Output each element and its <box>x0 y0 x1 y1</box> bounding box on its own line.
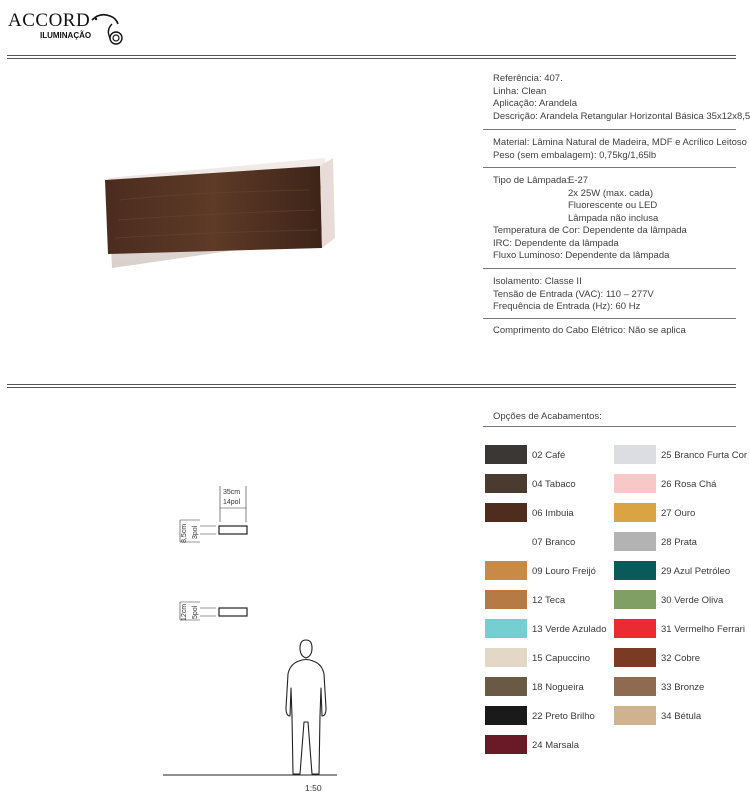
brand-logo <box>8 10 128 46</box>
finish-swatch <box>614 561 656 580</box>
spec-line: Comprimento do Cabo Elétrico: Não se aplica <box>493 325 686 336</box>
finish-swatch <box>485 474 527 493</box>
finish-swatch <box>614 503 656 522</box>
spec-divider <box>483 268 736 269</box>
finish-swatch <box>485 706 527 725</box>
width-in-label: 14pol <box>223 499 241 506</box>
finish-label: 06 Imbuia <box>532 508 574 519</box>
finish-label: 25 Branco Furta Cor <box>661 450 748 461</box>
brand-name: ACCORD <box>8 10 91 31</box>
spec-line: Material: Lâmina Natural de Madeira, MDF e Acrílico Leitoso <box>493 137 747 148</box>
spec-line: Tensão de Entrada (VAC): 110 – 277V <box>493 288 654 300</box>
spec-group-electrical <box>493 276 654 314</box>
finish-swatch <box>485 532 527 551</box>
finish-label: 04 Tabaco <box>532 479 576 490</box>
finish-swatch <box>614 677 656 696</box>
finish-swatch <box>614 532 656 551</box>
finish-label: 09 Louro Freijó <box>532 566 596 577</box>
finish-swatch <box>485 677 527 696</box>
finish-label: 31 Vermelho Ferrari <box>661 624 745 635</box>
finish-label: 32 Cobre <box>661 653 701 664</box>
finish-swatch <box>485 619 527 638</box>
finish-label: 02 Café <box>532 450 566 461</box>
finish-swatch <box>614 706 656 725</box>
section-divider-bottom <box>7 387 736 388</box>
finish-swatch <box>485 503 527 522</box>
finish-swatch <box>614 445 656 464</box>
spec-line: Peso (sem embalagem): 0,75kg/1,65lb <box>493 149 657 161</box>
depth-in-label: 5pol <box>192 605 199 619</box>
finish-label: 29 Azul Petróleo <box>661 566 731 577</box>
finish-label: 26 Rosa Chá <box>661 479 717 490</box>
finish-label: 07 Branco <box>532 537 576 548</box>
depth-cm-label: 12cm <box>181 603 188 621</box>
spec-divider <box>483 318 736 319</box>
finish-label: 33 Bronze <box>661 682 705 693</box>
section-divider-top <box>7 384 736 385</box>
lamp-detail: Fluorescente ou LED <box>568 200 658 211</box>
width-cm-label: 35cm <box>223 489 241 496</box>
lamp-detail: Lâmpada não inclusa <box>568 212 659 224</box>
spec-line: Fluxo Luminoso: Dependente da lâmpada <box>493 250 670 261</box>
spec-line: Descrição: Arandela Retangular Horizontal Básica 35x12x8,5 <box>493 110 750 122</box>
spec-group-identification <box>493 73 750 123</box>
finish-label: 12 Teca <box>532 595 566 606</box>
finish-label: 28 Prata <box>661 537 697 548</box>
finish-swatch <box>485 735 527 754</box>
spec-line: Referência: 407. <box>493 73 563 84</box>
finish-label: 24 Marsala <box>532 740 579 751</box>
human-scale-figure-icon <box>282 636 330 778</box>
finish-swatch <box>485 561 527 580</box>
finish-swatch <box>614 474 656 493</box>
finish-label: 30 Verde Oliva <box>661 595 724 606</box>
lamp-type-label: Tipo de Lâmpada: <box>493 175 570 186</box>
spec-line: Isolamento: Classe II <box>493 276 582 287</box>
finish-swatch <box>614 590 656 609</box>
header-divider-top <box>7 55 736 56</box>
scale-label: 1:50 <box>305 783 322 793</box>
finish-label: 22 Preto Brilho <box>532 711 595 722</box>
finishes-title: Opções de Acabamentos: <box>493 411 602 422</box>
finish-swatch <box>485 590 527 609</box>
chameleon-logo-icon <box>86 10 130 46</box>
spec-line: IRC: Dependente da lâmpada <box>493 237 619 249</box>
finish-label: 15 Capuccino <box>532 653 591 664</box>
finish-label: 34 Bétula <box>661 711 702 722</box>
height-cm-label: 8,5cm <box>181 523 188 543</box>
finish-label: 27 Ouro <box>661 508 696 519</box>
finish-swatch <box>485 445 527 464</box>
finish-swatch <box>614 648 656 667</box>
finish-label: 18 Nogueira <box>532 682 584 693</box>
spec-line: Frequência de Entrada (Hz): 60 Hz <box>493 301 641 312</box>
product-image <box>100 150 350 275</box>
spec-group-lamp <box>493 175 687 263</box>
finish-label: 13 Verde Azulado <box>532 624 607 635</box>
lamp-detail: 2x 25W (max. cada) <box>568 187 653 199</box>
finish-swatch <box>485 648 527 667</box>
spec-line: Aplicação: Arandela <box>493 98 577 109</box>
spec-divider <box>483 129 736 130</box>
height-in-label: 3pol <box>192 525 199 539</box>
lamp-type-value: E-27 <box>568 175 589 186</box>
brand-subtitle: ILUMINAÇÃO <box>40 31 92 40</box>
spec-divider <box>483 167 736 168</box>
spec-line: Temperatura de Cor: Dependente da lâmpada <box>493 225 687 236</box>
finishes-divider <box>483 426 736 427</box>
spec-group-cable <box>493 325 686 338</box>
spec-line: Linha: Clean <box>493 85 547 97</box>
header-divider-bottom <box>7 58 736 59</box>
spec-group-material <box>493 137 747 162</box>
finish-swatch <box>614 619 656 638</box>
